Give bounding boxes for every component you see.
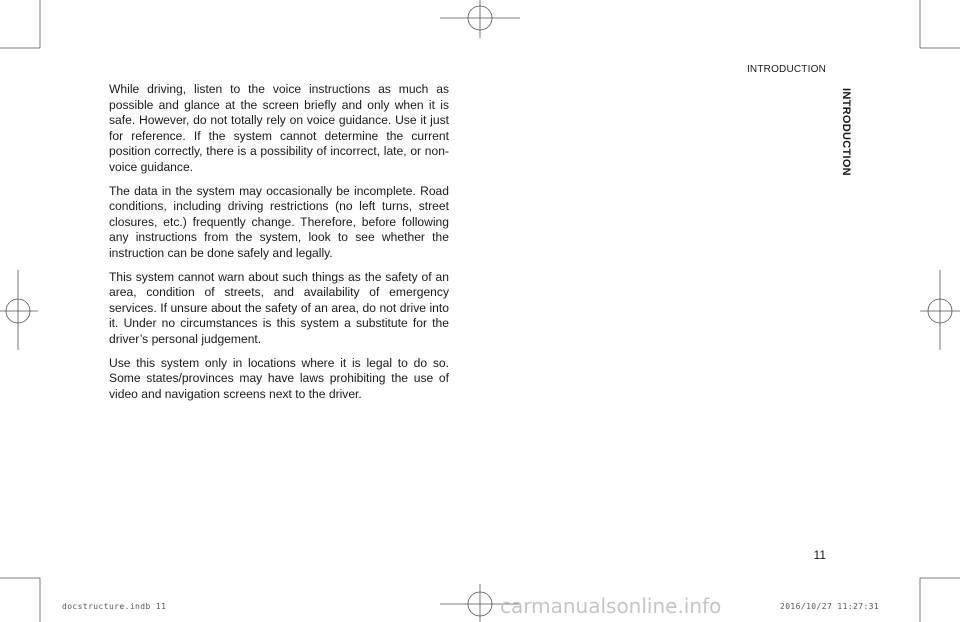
paragraph: While driving, listen to the voice instructions as much as possible and glance at the screen briefly and only when it is safe. However, do not totally rely on voice guidance. Use it just for reference. If the system cannot determine the current position correctly, there is a possibility of incorrect, late, or non-voice guidance. [109,82,449,174]
paragraph: The data in the system may occasionally be incomplete. Road conditions, including driving restrictions (no left turns, street closures, etc.) frequently change. Therefore, before following any instructions from the system, look to see whether the instruction can be done safely and legally. [109,183,449,260]
section-side-tab-label: INTRODUCTION [840,88,852,176]
body-text [109,82,449,410]
print-slug-timestamp: 2016/10/27 11:27:31 [780,602,880,611]
section-side-tab [836,88,856,218]
page-number: 11 [813,548,826,562]
watermark: carmanualsonline.info [500,594,722,618]
print-slug-file: docstructure.indb 11 [62,602,167,611]
running-header: INTRODUCTION [746,64,826,75]
paragraph: Use this system only in locations where it is legal to do so. Some states/provinces may have laws prohibiting the use of video and navigation screens next to the driver. [109,355,449,401]
paragraph: This system cannot warn about such things as the safety of an area, condition of streets, and availability of emergency services. If unsure about the safety of an area, do not drive into it. Under no circumstances is this system a substitute for the driver’s personal judgement. [109,269,449,346]
